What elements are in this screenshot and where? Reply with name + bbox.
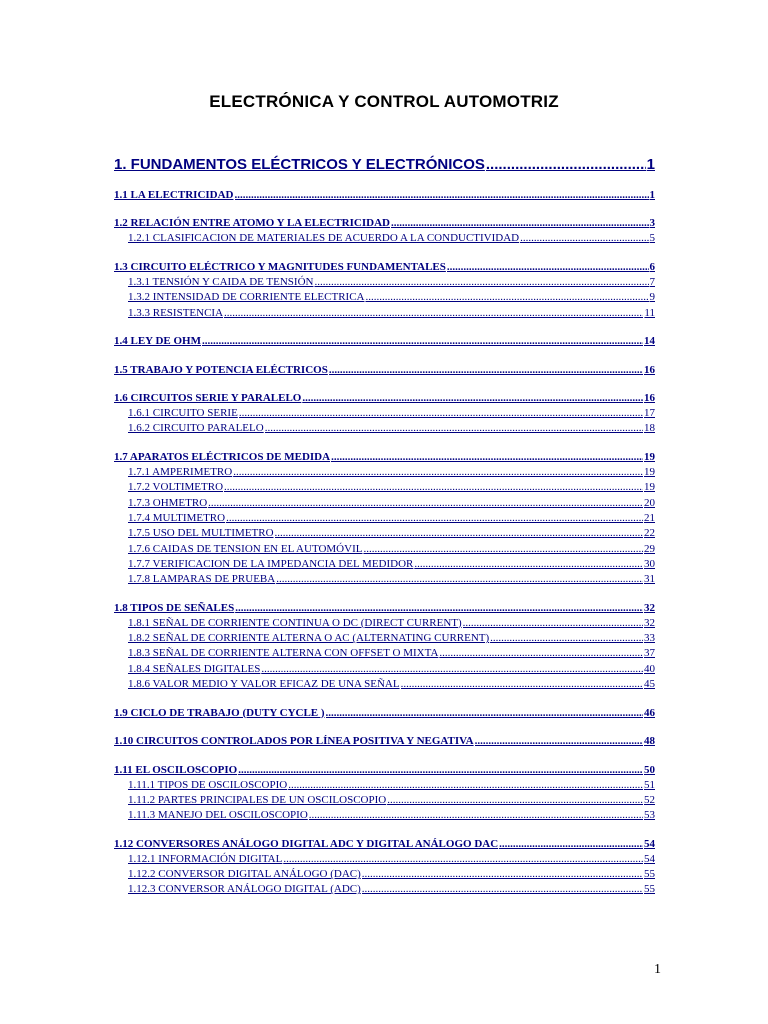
toc-subsection-link[interactable] — [114, 511, 655, 526]
toc-entry-text: 1.9 CICLO DE TRABAJO (DUTY CYCLE ) — [114, 706, 325, 719]
toc-entry-text: 1.12.1 INFORMACIÓN DIGITAL — [128, 852, 283, 865]
toc-leader — [314, 275, 648, 290]
toc-entry-text: 1.3.3 RESISTENCIA — [128, 306, 224, 319]
toc-entry-text: 1.8.1 SEÑAL DE CORRIENTE CONTINUA O DC (DIRECT CURRENT) — [128, 616, 462, 629]
toc-entry-page: 52 — [644, 793, 655, 806]
toc-subsection-link[interactable] — [114, 421, 655, 436]
toc-entry-page: 32 — [644, 616, 655, 629]
toc-entry-page: 53 — [644, 809, 655, 822]
toc-entry-page: 7 — [649, 276, 655, 289]
toc-spacer — [114, 178, 655, 188]
toc-leader — [202, 334, 643, 349]
toc-entry-text: 1.11 EL OSCILOSCOPIO — [114, 763, 238, 776]
toc-entry-text: 1.10 CIRCUITOS CONTROLADOS POR LÍNEA POSITIVA Y NEGATIVA — [114, 735, 474, 748]
toc-entry-page: 14 — [644, 335, 655, 348]
toc-entry-text: 1.11.2 PARTES PRINCIPALES DE UN OSCILOSCOPIO — [128, 793, 387, 806]
toc-entry-text: 1.7.2 VOLTIMETRO — [128, 481, 224, 494]
toc-leader — [362, 867, 643, 882]
toc-leader — [387, 793, 643, 808]
toc-chapter-link[interactable] — [114, 156, 655, 178]
toc-entry-text: 1.7.7 VERIFICACION DE LA IMPEDANCIA DEL MEDIDOR — [128, 557, 414, 570]
toc-entry-page: 55 — [644, 883, 655, 896]
toc-entry-page: 19 — [644, 481, 655, 494]
toc-leader — [401, 677, 643, 692]
toc-entry-text: 1.11.3 MANEJO DEL OSCILOSCOPIO — [128, 809, 308, 822]
toc-section-link[interactable] — [114, 706, 655, 721]
toc-subsection-link[interactable] — [114, 496, 655, 511]
toc-entry-page: 48 — [644, 735, 655, 748]
toc-entry-page: 21 — [644, 512, 655, 525]
toc-spacer — [114, 749, 655, 762]
toc-entry-page: 46 — [644, 706, 655, 719]
toc-subsection-link[interactable] — [114, 662, 655, 677]
toc-spacer — [114, 247, 655, 260]
toc-entry-text: 1.7.1 AMPERIMETRO — [128, 466, 233, 479]
toc-entry-text: 1.7.3 OHMETRO — [128, 496, 208, 509]
toc-entry-page: 3 — [649, 217, 655, 230]
toc-entry-text: 1.7.5 USO DEL MULTIMETRO — [128, 527, 274, 540]
toc-subsection-link[interactable] — [114, 677, 655, 692]
toc-entry-text: 1.3 CIRCUITO ELÉCTRICO Y MAGNITUDES FUNDAMENTALES — [114, 261, 446, 274]
toc-subsection-link[interactable] — [114, 542, 655, 557]
toc-section-link[interactable] — [114, 763, 655, 778]
toc-entry-text: 1.7 APARATOS ELÉCTRICOS DE MEDIDA — [114, 451, 331, 464]
toc-spacer — [114, 692, 655, 705]
toc-section-link[interactable] — [114, 334, 655, 349]
toc-subsection-link[interactable] — [114, 306, 655, 321]
toc-spacer — [114, 321, 655, 334]
toc-entry-text: 1.7.6 CAIDAS DE TENSION EN EL AUTOMÓVIL — [128, 542, 363, 555]
toc-entry-page: 32 — [644, 601, 655, 614]
toc-entry-page: 31 — [644, 573, 655, 586]
toc-entry-text: 1.7.4 MULTIMETRO — [128, 512, 226, 525]
toc-subsection-link[interactable] — [114, 852, 655, 867]
toc-entry-page: 37 — [644, 647, 655, 660]
toc-entry-text: 1.12.3 CONVERSOR ANÁLOGO DIGITAL (ADC) — [128, 883, 361, 896]
toc-leader — [362, 882, 643, 897]
toc-spacer — [114, 823, 655, 836]
toc-spacer — [114, 203, 655, 216]
toc-subsection-link[interactable] — [114, 778, 655, 793]
toc-entry-text: 1.8.4 SEÑALES DIGITALES — [128, 662, 261, 675]
toc-entry-text: 1.8 TIPOS DE SEÑALES — [114, 601, 235, 614]
toc-entry-page: 18 — [644, 422, 655, 435]
toc-entry-text: 1.2 RELACIÓN ENTRE ATOMO Y LA ELECTRICIDAD — [114, 217, 390, 230]
toc-entry-page: 9 — [649, 291, 655, 304]
toc-leader — [331, 450, 643, 465]
toc-subsection-link[interactable] — [114, 465, 655, 480]
toc-entry-text: 1.12.2 CONVERSOR DIGITAL ANÁLOGO (DAC) — [128, 868, 361, 881]
toc-entry-text: 1. FUNDAMENTOS ELÉCTRICOS Y ELECTRÓNICOS — [114, 156, 485, 173]
toc-entry-page: 16 — [644, 392, 655, 405]
toc-entry-page: 51 — [644, 778, 655, 791]
toc-entry-text: 1.6.1 CIRCUITO SERIE — [128, 407, 238, 420]
toc-entry-page: 22 — [644, 527, 655, 540]
toc-leader — [233, 465, 643, 480]
toc-subsection-link[interactable] — [114, 290, 655, 305]
toc-subsection-link[interactable] — [114, 231, 655, 246]
toc-section-link[interactable] — [114, 601, 655, 616]
toc-subsection-link[interactable] — [114, 646, 655, 661]
toc-spacer — [114, 437, 655, 450]
toc-leader — [475, 734, 643, 749]
toc-entry-text: 1.11.1 TIPOS DE OSCILOSCOPIO — [128, 778, 288, 791]
toc-section-link[interactable] — [114, 450, 655, 465]
toc-section-link[interactable] — [114, 216, 655, 231]
toc-entry-page: 5 — [649, 232, 655, 245]
toc-entry-text: 1.3.1 TENSIÓN Y CAIDA DE TENSIÓN — [128, 276, 314, 289]
toc-subsection-link[interactable] — [114, 406, 655, 421]
toc-entry-page: 45 — [644, 678, 655, 691]
toc-entry-text: 1.6 CIRCUITOS SERIE Y PARALELO — [114, 392, 302, 405]
toc-leader — [309, 808, 643, 823]
toc-entry-page: 19 — [644, 451, 655, 464]
toc-entry-page: 54 — [644, 837, 655, 850]
toc-entry-text: 1.7.8 LAMPARAS DE PRUEBA — [128, 573, 276, 586]
toc-leader — [486, 156, 646, 173]
toc-spacer — [114, 378, 655, 391]
toc-leader — [463, 616, 643, 631]
toc-leader — [276, 572, 643, 587]
toc-entry-page: 1 — [649, 189, 655, 201]
toc-entry-page: 20 — [644, 496, 655, 509]
toc-entry-text: 1.12 CONVERSORES ANÁLOGO DIGITAL ADC Y DIGITAL ANÁLOGO DAC — [114, 837, 499, 850]
toc-leader — [275, 526, 643, 541]
toc-entry-text: 1.8.3 SEÑAL DE CORRIENTE ALTERNA CON OFFSET O MIXTA — [128, 647, 439, 660]
toc-entry-page: 50 — [644, 763, 655, 776]
toc-leader — [224, 480, 643, 495]
toc-entry-page: 54 — [644, 852, 655, 865]
toc-leader — [520, 231, 648, 246]
toc-leader — [235, 601, 643, 616]
page-number: 1 — [654, 962, 661, 977]
toc-subsection-link[interactable] — [114, 526, 655, 541]
toc-subsection-link[interactable] — [114, 867, 655, 882]
toc-entry-page: 55 — [644, 868, 655, 881]
toc-subsection-link[interactable] — [114, 616, 655, 631]
toc-subsection-link[interactable] — [114, 572, 655, 587]
toc-entry-page: 30 — [644, 557, 655, 570]
toc-leader — [499, 837, 643, 852]
toc-leader — [490, 631, 643, 646]
toc-entry-page: 6 — [649, 261, 655, 274]
toc-spacer — [114, 349, 655, 362]
toc-leader — [439, 646, 643, 661]
toc-subsection-link[interactable] — [114, 882, 655, 897]
toc-section-link[interactable] — [114, 188, 655, 203]
toc-leader — [326, 706, 643, 721]
toc-subsection-link[interactable] — [114, 480, 655, 495]
toc-entry-text: 1.2.1 CLASIFICACION DE MATERIALES DE ACUERDO A LA CONDUCTIVIDAD — [128, 232, 520, 245]
toc-leader — [414, 557, 643, 572]
toc-entry-page: 19 — [644, 466, 655, 479]
toc-entry-page: 16 — [644, 363, 655, 376]
toc-entry-text: 1.5 TRABAJO Y POTENCIA ELÉCTRICOS — [114, 363, 328, 376]
toc-subsection-link[interactable] — [114, 631, 655, 646]
toc-leader — [288, 778, 643, 793]
toc-section-link[interactable] — [114, 391, 655, 406]
toc-entry-text: 1.1 LA ELECTRICIDAD — [114, 189, 234, 201]
toc-subsection-link[interactable] — [114, 557, 655, 572]
toc-leader — [447, 260, 649, 275]
toc-entry-text: 1.8.2 SEÑAL DE CORRIENTE ALTERNA O AC (ALTERNATING CURRENT) — [128, 632, 490, 645]
document-title: ELECTRÓNICA Y CONTROL AUTOMOTRIZ — [209, 92, 559, 111]
toc-entry-text: 1.3.2 INTENSIDAD DE CORRIENTE ELECTRICA — [128, 291, 365, 304]
toc-section-link[interactable] — [114, 734, 655, 749]
toc-entry-text: 1.8.6 VALOR MEDIO Y VALOR EFICAZ DE UNA SEÑAL — [128, 678, 400, 691]
toc-entry-page: 29 — [644, 542, 655, 555]
toc-subsection-link[interactable] — [114, 793, 655, 808]
toc-leader — [235, 188, 649, 203]
toc-entry-page: 33 — [644, 632, 655, 645]
toc-entry-page: 1 — [646, 156, 655, 173]
toc-leader — [239, 406, 643, 421]
toc-entry-text: 1.6.2 CIRCUITO PARALELO — [128, 422, 264, 435]
toc-leader — [365, 290, 648, 305]
toc-leader — [329, 363, 643, 378]
toc-leader — [265, 421, 643, 436]
toc-leader — [208, 496, 643, 511]
toc-leader — [226, 511, 643, 526]
toc-leader — [238, 763, 643, 778]
toc-entry-page: 40 — [644, 662, 655, 675]
toc-spacer — [114, 721, 655, 734]
toc-leader — [224, 306, 643, 321]
toc-leader — [391, 216, 649, 231]
toc-leader — [363, 542, 643, 557]
toc-section-link[interactable] — [114, 363, 655, 378]
toc-sections — [114, 178, 655, 898]
toc-entry-page: 11 — [644, 306, 655, 319]
toc-entry-text: 1.4 LEY DE OHM — [114, 335, 201, 348]
toc-leader — [261, 662, 643, 677]
toc-subsection-link[interactable] — [114, 808, 655, 823]
toc-spacer — [114, 588, 655, 601]
toc-entry-page: 17 — [644, 407, 655, 420]
toc-leader — [283, 852, 643, 867]
toc-section-link[interactable] — [114, 837, 655, 852]
toc-leader — [302, 391, 643, 406]
table-of-contents — [114, 156, 655, 898]
toc-section-link[interactable] — [114, 260, 655, 275]
toc-subsection-link[interactable] — [114, 275, 655, 290]
